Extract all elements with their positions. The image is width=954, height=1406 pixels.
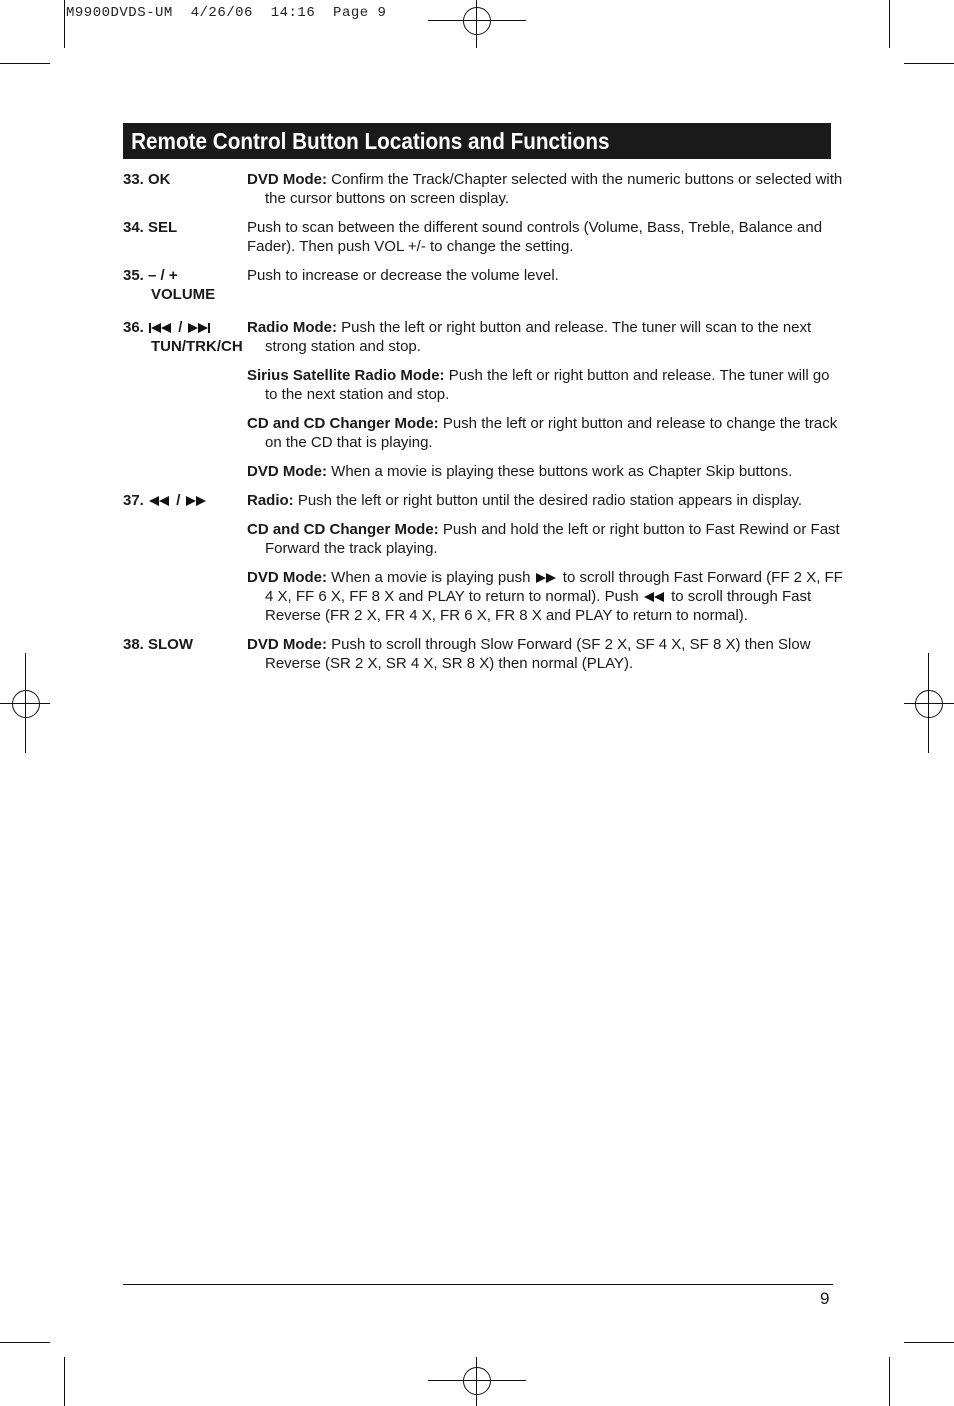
entry-paragraph: CD and CD Changer Mode: Push and hold the left or right button to Fast Rewind or Fast Forward the track playing. xyxy=(247,521,840,557)
entry-label: 34. SEL xyxy=(123,219,178,236)
entry-paragraph: Radio: Push the left or right button until the desired radio station appears in display. xyxy=(247,492,803,509)
entry-label: 36. / TUN/TRK/CH xyxy=(123,319,243,355)
entry-paragraph: DVD Mode: Push to scroll through Slow Forward (SF 2 X, SF 4 X, SF 8 X) then Slow Reverse (SR 2 X, SR 4 X, SR 8 X) then normal (PLAY). xyxy=(247,636,811,672)
section-title: Remote Control Button Locations and Functions xyxy=(131,128,610,154)
entry-paragraph: DVD Mode: When a movie is playing push to scroll through Fast Forward (FF 2 X, FF 4 X, FF 6 X, FF 8 X and PLAY to return to normal). Push to scroll through Fast Reverse (FR 2 X, FR 4 X, FR 6 X, FR 8 X and PLAY to return to normal). xyxy=(247,569,843,624)
entry-34-sel xyxy=(123,218,843,256)
entry-paragraph: Radio Mode: Push the left or right button and release. The tuner will scan to the next strong station and stop. xyxy=(247,319,812,355)
entry-38-slow xyxy=(123,635,843,673)
entry-paragraph: Sirius Satellite Radio Mode: Push the left or right button and release. The tuner will go to the next station and stop. xyxy=(247,367,830,403)
printer-slug: M9900DVDS-UM 4/26/06 14:16 Page 9 xyxy=(66,5,387,21)
section-title-bar xyxy=(123,123,831,159)
entry-paragraph: Push to increase or decrease the volume level. xyxy=(247,267,559,284)
page-number: 9 xyxy=(820,1289,830,1308)
rewind-icon xyxy=(643,591,667,603)
button-function-list xyxy=(123,170,843,683)
entry-paragraph: Push to scan between the different sound controls (Volume, Bass, Treble, Balance and Fader). Then push VOL +/- to change the setting. xyxy=(247,219,823,255)
entry-label: 35. – / + VOLUME xyxy=(123,267,216,303)
entry-paragraph: CD and CD Changer Mode: Push the left or right button and release to change the track on the CD that is playing. xyxy=(247,415,838,451)
rewind-icon xyxy=(148,495,172,507)
previous-track-icon xyxy=(148,322,174,334)
entry-label: 33. OK xyxy=(123,171,171,188)
fast-forward-icon xyxy=(535,572,559,584)
entry-label: 38. SLOW xyxy=(123,636,194,653)
entry-label: 37. / xyxy=(123,491,245,510)
entry-paragraph: DVD Mode: Confirm the Track/Chapter selected with the numeric buttons or selected with the cursor buttons on screen display. xyxy=(247,171,843,207)
next-track-icon xyxy=(187,322,213,334)
entry-36-tun-trk-ch xyxy=(123,318,843,481)
entry-paragraph: DVD Mode: When a movie is playing these buttons work as Chapter Skip buttons. xyxy=(247,463,793,480)
entry-35-volume xyxy=(123,266,843,310)
entry-33-ok xyxy=(123,170,843,208)
footer-rule xyxy=(123,1284,833,1285)
entry-37-rew-ff xyxy=(123,491,843,625)
fast-forward-icon xyxy=(185,495,209,507)
